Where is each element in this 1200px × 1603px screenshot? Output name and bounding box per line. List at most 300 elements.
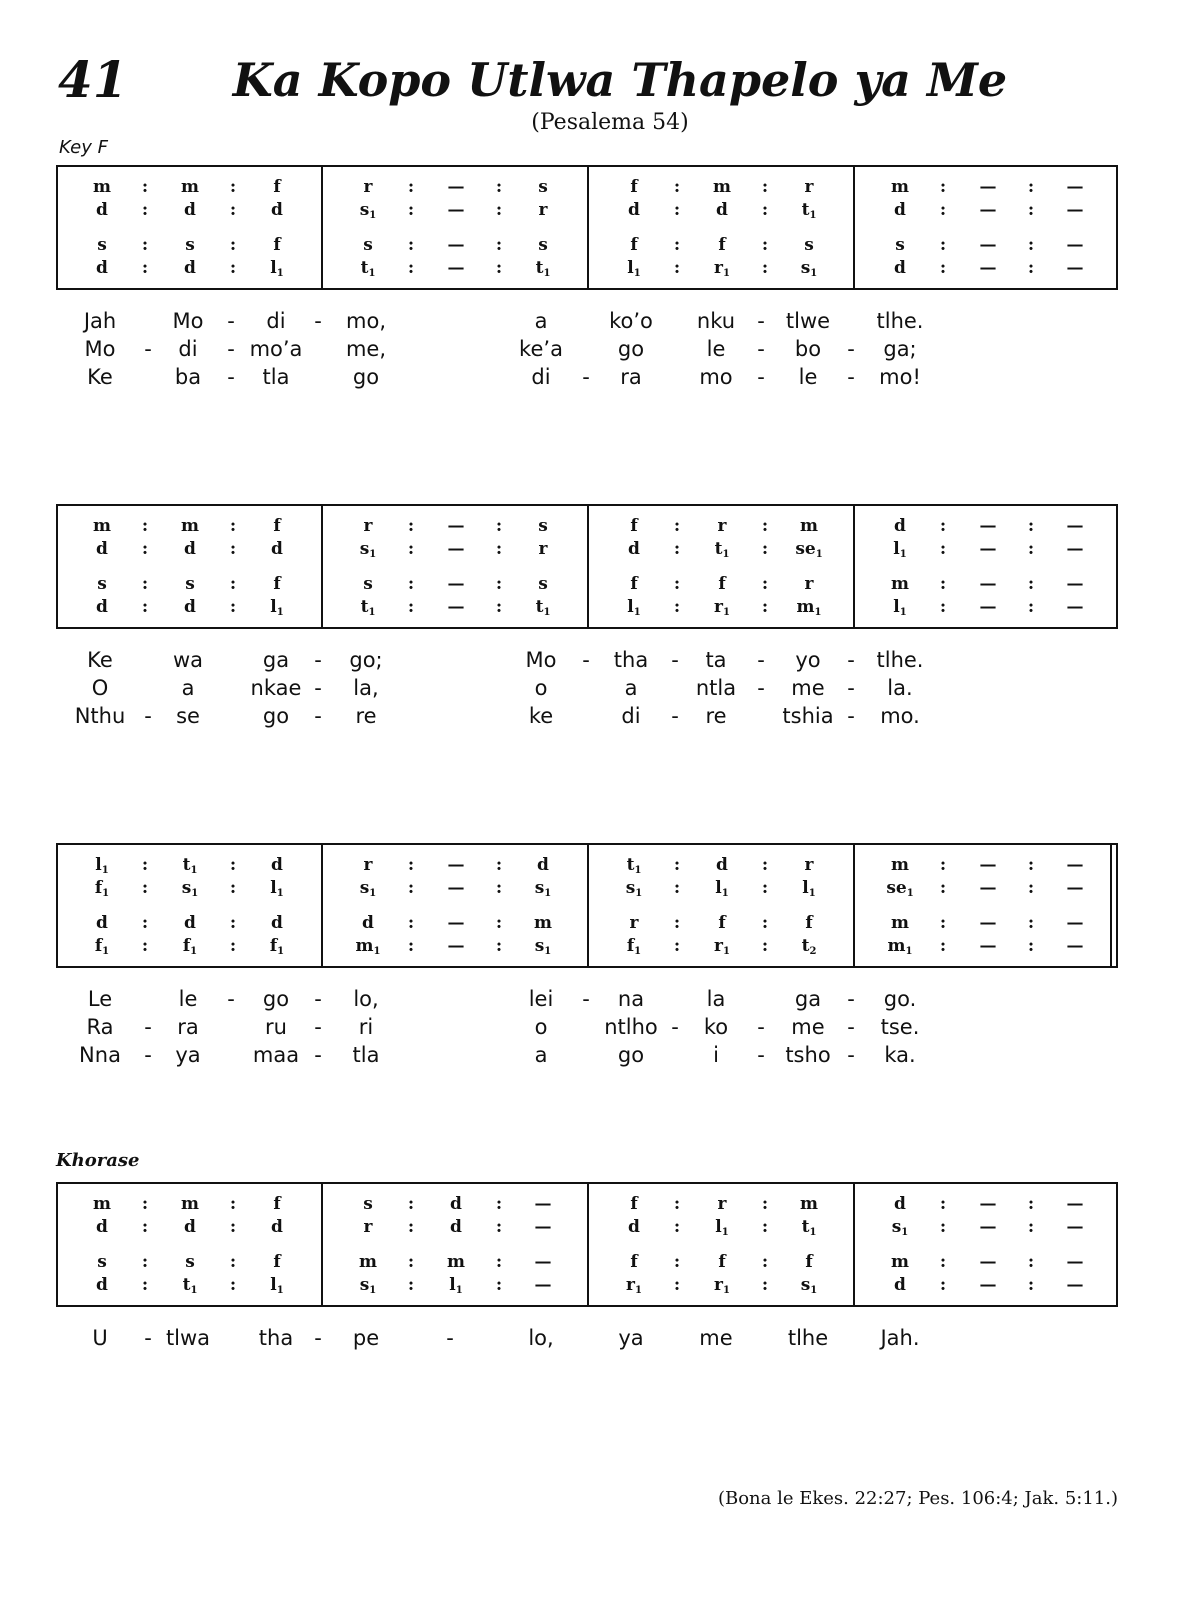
lyric-syllable: tlhe. xyxy=(876,648,924,672)
hold-dash: — xyxy=(447,574,465,594)
beat-separator: : xyxy=(939,516,947,536)
hold-dash: — xyxy=(447,597,465,617)
solfa-note: m xyxy=(181,1194,199,1214)
lyric-syllable: o xyxy=(534,1015,548,1039)
syllable-hyphen: - xyxy=(144,1015,152,1039)
beat-separator: : xyxy=(141,855,149,875)
syllable-hyphen: - xyxy=(847,676,855,700)
lyric-syllable: tlhe. xyxy=(876,309,924,333)
lyric-syllable: go xyxy=(617,1043,645,1067)
hold-dash: — xyxy=(1066,1252,1084,1272)
solfa-note: d xyxy=(96,1217,108,1237)
syllable-hyphen: - xyxy=(227,987,235,1011)
solfa-note: $l_1$ xyxy=(893,539,907,560)
lyric-syllable: lo, xyxy=(528,1326,554,1350)
beat-separator: : xyxy=(939,258,947,278)
solfa-note: $s_1$ xyxy=(359,878,377,899)
beat-separator: : xyxy=(495,913,503,933)
solfa-note: f xyxy=(273,516,281,536)
lyric-syllable: ta xyxy=(705,648,727,672)
beat-separator: : xyxy=(761,913,769,933)
hold-dash: — xyxy=(1066,855,1084,875)
syllable-hyphen: - xyxy=(144,1043,152,1067)
solfa-note: r xyxy=(804,177,814,197)
barline xyxy=(587,1184,589,1305)
beat-separator: : xyxy=(673,1194,681,1214)
beat-separator: : xyxy=(1027,258,1035,278)
beat-separator: : xyxy=(495,574,503,594)
beat-separator: : xyxy=(761,574,769,594)
beat-separator: : xyxy=(761,539,769,559)
solfa-note: f xyxy=(273,1194,281,1214)
barline xyxy=(321,845,323,966)
solfa-note: r xyxy=(363,177,373,197)
hold-dash: — xyxy=(979,574,997,594)
lyric-syllable: ga xyxy=(262,648,290,672)
lyric-syllable: re xyxy=(355,704,377,728)
beat-separator: : xyxy=(673,177,681,197)
lyric-syllable: a xyxy=(534,1043,548,1067)
final-barline xyxy=(1110,845,1112,966)
lyric-syllable: ya xyxy=(175,1043,201,1067)
beat-separator: : xyxy=(761,516,769,536)
beat-separator: : xyxy=(407,235,415,255)
solfa-note: r xyxy=(717,516,727,536)
lyric-syllable: tla xyxy=(352,1043,380,1067)
solfa-note: r xyxy=(363,855,373,875)
syllable-hyphen: - xyxy=(144,704,152,728)
solfa-note: $s_1$ xyxy=(534,878,552,899)
solfa-note: m xyxy=(93,1194,111,1214)
beat-separator: : xyxy=(939,597,947,617)
hold-dash: — xyxy=(1066,1275,1084,1295)
solfa-note: $s_1$ xyxy=(891,1217,909,1238)
beat-separator: : xyxy=(141,177,149,197)
syllable-hyphen: - xyxy=(847,704,855,728)
lyric-syllable: O xyxy=(91,676,109,700)
syllable-hyphen: - xyxy=(446,1326,454,1350)
solfa-note: f xyxy=(718,913,726,933)
solfa-note: s xyxy=(363,1194,373,1214)
hold-dash: — xyxy=(979,258,997,278)
solfa-note: $m_1$ xyxy=(796,597,822,618)
hold-dash: — xyxy=(979,855,997,875)
syllable-hyphen: - xyxy=(757,676,765,700)
hold-dash: — xyxy=(534,1194,552,1214)
lyric-syllable: di xyxy=(178,337,198,361)
solfa-note: d xyxy=(271,1217,283,1237)
syllable-hyphen: - xyxy=(847,1043,855,1067)
lyric-syllable: Ke xyxy=(87,648,113,672)
syllable-hyphen: - xyxy=(314,1043,322,1067)
beat-separator: : xyxy=(939,200,947,220)
solfa-note: $l_1$ xyxy=(627,258,641,279)
beat-separator: : xyxy=(229,1217,237,1237)
solfa-note: d xyxy=(271,913,283,933)
beat-separator: : xyxy=(1027,855,1035,875)
beat-separator: : xyxy=(1027,936,1035,956)
beat-separator: : xyxy=(1027,1252,1035,1272)
beat-separator: : xyxy=(407,539,415,559)
beat-separator: : xyxy=(141,574,149,594)
beat-separator: : xyxy=(939,235,947,255)
solfa-note: $f_1$ xyxy=(94,936,110,957)
lyric-syllable: a xyxy=(181,676,195,700)
lyric-syllable: mo! xyxy=(879,365,921,389)
solfa-note: $s_1$ xyxy=(181,878,199,899)
solfa-note: d xyxy=(96,913,108,933)
solfa-note: m xyxy=(181,177,199,197)
solfa-note: d xyxy=(184,258,196,278)
hold-dash: — xyxy=(979,597,997,617)
solfa-note: s xyxy=(97,1252,107,1272)
beat-separator: : xyxy=(407,1217,415,1237)
solfa-note: $se_1$ xyxy=(795,539,823,560)
beat-separator: : xyxy=(1027,177,1035,197)
solfa-note: $r_1$ xyxy=(626,1275,642,1296)
hold-dash: — xyxy=(979,1217,997,1237)
beat-separator: : xyxy=(495,258,503,278)
lyric-syllable: ya xyxy=(618,1326,644,1350)
lyric-syllable: Nthu xyxy=(74,704,126,728)
hold-dash: — xyxy=(1066,597,1084,617)
solfa-note: $l_1$ xyxy=(270,878,284,899)
hold-dash: — xyxy=(979,936,997,956)
beat-separator: : xyxy=(407,1275,415,1295)
syllable-hyphen: - xyxy=(847,337,855,361)
solfa-note: f xyxy=(273,177,281,197)
lyric-syllable: tha xyxy=(613,648,649,672)
lyric-syllable: Mo xyxy=(84,337,116,361)
beat-separator: : xyxy=(141,235,149,255)
lyric-syllable: Mo xyxy=(525,648,557,672)
hymn-subtitle: (Pesalema 54) xyxy=(531,110,689,135)
solfa-note: $f_1$ xyxy=(94,878,110,899)
beat-separator: : xyxy=(939,1217,947,1237)
barline xyxy=(587,506,589,627)
solfa-note: $t_1$ xyxy=(535,258,551,279)
lyric-syllable: Le xyxy=(87,987,113,1011)
solfa-note: $l_1$ xyxy=(715,1217,729,1238)
hold-dash: — xyxy=(447,235,465,255)
beat-separator: : xyxy=(495,539,503,559)
beat-separator: : xyxy=(939,539,947,559)
beat-separator: : xyxy=(141,597,149,617)
beat-separator: : xyxy=(673,258,681,278)
lyric-syllable: go xyxy=(617,337,645,361)
lyric-syllable: di xyxy=(266,309,286,333)
beat-separator: : xyxy=(1027,516,1035,536)
lyric-syllable: le xyxy=(798,365,818,389)
beat-separator: : xyxy=(407,878,415,898)
solfa-note: $s_1$ xyxy=(800,258,818,279)
beat-separator: : xyxy=(673,200,681,220)
solfa-note: f xyxy=(630,1252,638,1272)
beat-separator: : xyxy=(495,1252,503,1272)
beat-separator: : xyxy=(495,1217,503,1237)
solfa-note: $l_1$ xyxy=(449,1275,463,1296)
solfa-note: $t_1$ xyxy=(714,539,730,560)
lyric-syllable: U xyxy=(92,1326,108,1350)
syllable-hyphen: - xyxy=(582,648,590,672)
solfa-note: $f_1$ xyxy=(626,936,642,957)
lyric-syllable: ntlho xyxy=(604,1015,658,1039)
solfa-note: m xyxy=(891,913,909,933)
solfa-note: r xyxy=(804,574,814,594)
staff-system-2 xyxy=(56,504,1118,629)
solfa-note: f xyxy=(718,1252,726,1272)
beat-separator: : xyxy=(495,1275,503,1295)
syllable-hyphen: - xyxy=(314,676,322,700)
syllable-hyphen: - xyxy=(582,987,590,1011)
beat-separator: : xyxy=(141,200,149,220)
beat-separator: : xyxy=(407,177,415,197)
beat-separator: : xyxy=(141,878,149,898)
beat-separator: : xyxy=(495,878,503,898)
beat-separator: : xyxy=(407,516,415,536)
syllable-hyphen: - xyxy=(227,309,235,333)
lyric-syllable: bo xyxy=(794,337,822,361)
syllable-hyphen: - xyxy=(144,337,152,361)
key-signature: Key F xyxy=(59,137,108,158)
beat-separator: : xyxy=(761,936,769,956)
solfa-note: f xyxy=(805,913,813,933)
solfa-note: r xyxy=(538,539,548,559)
hold-dash: — xyxy=(447,539,465,559)
solfa-note: d xyxy=(450,1217,462,1237)
barline xyxy=(587,167,589,288)
beat-separator: : xyxy=(407,936,415,956)
beat-separator: : xyxy=(761,878,769,898)
hold-dash: — xyxy=(1066,177,1084,197)
lyric-syllable: re xyxy=(705,704,727,728)
beat-separator: : xyxy=(229,878,237,898)
beat-separator: : xyxy=(407,913,415,933)
lyric-syllable: go. xyxy=(883,987,917,1011)
solfa-note: r xyxy=(804,855,814,875)
solfa-note: $t_1$ xyxy=(626,855,642,876)
lyric-syllable: i xyxy=(713,1043,719,1067)
beat-separator: : xyxy=(229,235,237,255)
solfa-note: $f_1$ xyxy=(269,936,285,957)
hold-dash: — xyxy=(979,1194,997,1214)
hold-dash: — xyxy=(979,1275,997,1295)
beat-separator: : xyxy=(495,1194,503,1214)
beat-separator: : xyxy=(229,539,237,559)
solfa-note: s xyxy=(185,574,195,594)
lyric-syllable: tha xyxy=(258,1326,294,1350)
lyric-syllable: ga; xyxy=(883,337,917,361)
hold-dash: — xyxy=(447,936,465,956)
syllable-hyphen: - xyxy=(314,1326,322,1350)
solfa-note: m xyxy=(800,516,818,536)
solfa-note: d xyxy=(450,1194,462,1214)
solfa-note: r xyxy=(538,200,548,220)
solfa-note: d xyxy=(184,200,196,220)
solfa-note: s xyxy=(804,235,814,255)
solfa-note: d xyxy=(271,855,283,875)
beat-separator: : xyxy=(495,200,503,220)
beat-separator: : xyxy=(229,1252,237,1272)
chorus-label: Khorase xyxy=(56,1150,140,1171)
solfa-note: f xyxy=(805,1252,813,1272)
beat-separator: : xyxy=(141,1252,149,1272)
lyric-syllable: ko xyxy=(703,1015,729,1039)
solfa-note: $l_1$ xyxy=(715,878,729,899)
lyric-syllable: ntla xyxy=(695,676,737,700)
staff-system-4 xyxy=(56,1182,1118,1307)
solfa-note: f xyxy=(630,516,638,536)
scripture-reference: (Bona le Ekes. 22:27; Pes. 106:4; Jak. 5:11.) xyxy=(717,1488,1118,1509)
beat-separator: : xyxy=(229,200,237,220)
lyric-syllable: lei xyxy=(528,987,554,1011)
hold-dash: — xyxy=(1066,258,1084,278)
solfa-note: $s_1$ xyxy=(359,200,377,221)
lyric-syllable: a xyxy=(624,676,638,700)
syllable-hyphen: - xyxy=(757,365,765,389)
hymn-number: 41 xyxy=(58,50,128,109)
solfa-note: r xyxy=(717,1194,727,1214)
beat-separator: : xyxy=(673,516,681,536)
syllable-hyphen: - xyxy=(757,309,765,333)
lyric-syllable: pe xyxy=(352,1326,380,1350)
hold-dash: — xyxy=(1066,878,1084,898)
lyric-syllable: Mo xyxy=(172,309,204,333)
lyric-syllable: ra xyxy=(620,365,642,389)
beat-separator: : xyxy=(407,574,415,594)
lyric-syllable: se xyxy=(176,704,200,728)
solfa-note: $t_1$ xyxy=(801,200,817,221)
beat-separator: : xyxy=(761,258,769,278)
beat-separator: : xyxy=(761,1275,769,1295)
syllable-hyphen: - xyxy=(757,337,765,361)
syllable-hyphen: - xyxy=(671,1015,679,1039)
solfa-note: d xyxy=(96,1275,108,1295)
hold-dash: — xyxy=(447,913,465,933)
beat-separator: : xyxy=(141,1194,149,1214)
syllable-hyphen: - xyxy=(582,365,590,389)
beat-separator: : xyxy=(1027,1217,1035,1237)
barline xyxy=(587,845,589,966)
hold-dash: — xyxy=(447,200,465,220)
solfa-note: s xyxy=(363,235,373,255)
beat-separator: : xyxy=(939,936,947,956)
syllable-hyphen: - xyxy=(847,648,855,672)
lyric-syllable: me xyxy=(791,676,825,700)
solfa-note: f xyxy=(630,1194,638,1214)
beat-separator: : xyxy=(407,258,415,278)
solfa-note: f xyxy=(630,574,638,594)
lyric-syllable: la. xyxy=(887,676,913,700)
beat-separator: : xyxy=(229,1194,237,1214)
solfa-note: $se_1$ xyxy=(886,878,914,899)
solfa-note: m xyxy=(93,516,111,536)
barline xyxy=(321,506,323,627)
solfa-note: s xyxy=(363,574,373,594)
solfa-note: $t_1$ xyxy=(182,1275,198,1296)
lyric-syllable: na xyxy=(617,987,645,1011)
solfa-note: r xyxy=(363,1217,373,1237)
solfa-note: $l_1$ xyxy=(802,878,816,899)
beat-separator: : xyxy=(141,936,149,956)
lyric-syllable: me, xyxy=(345,337,387,361)
syllable-hyphen: - xyxy=(757,1043,765,1067)
lyric-syllable: tsho xyxy=(785,1043,831,1067)
solfa-note: $t_1$ xyxy=(360,258,376,279)
lyric-syllable: le xyxy=(178,987,198,1011)
lyric-syllable: go xyxy=(262,704,290,728)
solfa-note: $t_1$ xyxy=(360,597,376,618)
solfa-note: d xyxy=(716,855,728,875)
solfa-note: f xyxy=(273,235,281,255)
lyric-syllable: wa xyxy=(172,648,204,672)
lyric-syllable: di xyxy=(531,365,551,389)
hold-dash: — xyxy=(1066,200,1084,220)
beat-separator: : xyxy=(229,516,237,536)
solfa-note: $m_1$ xyxy=(355,936,381,957)
lyric-syllable: di xyxy=(621,704,641,728)
beat-separator: : xyxy=(1027,235,1035,255)
lyric-syllable: ko’o xyxy=(609,309,653,333)
beat-separator: : xyxy=(939,177,947,197)
solfa-note: d xyxy=(96,258,108,278)
solfa-note: $m_1$ xyxy=(887,936,913,957)
lyric-syllable: ka. xyxy=(884,1043,916,1067)
solfa-note: d xyxy=(271,539,283,559)
beat-separator: : xyxy=(761,235,769,255)
hold-dash: — xyxy=(979,200,997,220)
solfa-note: m xyxy=(891,177,909,197)
solfa-note: f xyxy=(273,574,281,594)
beat-separator: : xyxy=(1027,539,1035,559)
beat-separator: : xyxy=(673,539,681,559)
solfa-note: r xyxy=(629,913,639,933)
beat-separator: : xyxy=(407,597,415,617)
syllable-hyphen: - xyxy=(847,365,855,389)
barline xyxy=(853,845,855,966)
beat-separator: : xyxy=(1027,878,1035,898)
solfa-note: s xyxy=(185,1252,195,1272)
lyric-syllable: nkae xyxy=(250,676,302,700)
hold-dash: — xyxy=(979,516,997,536)
solfa-note: $r_1$ xyxy=(714,936,730,957)
solfa-note: d xyxy=(96,597,108,617)
syllable-hyphen: - xyxy=(314,704,322,728)
beat-separator: : xyxy=(761,1252,769,1272)
hold-dash: — xyxy=(1066,539,1084,559)
solfa-note: $t_2$ xyxy=(801,936,817,957)
syllable-hyphen: - xyxy=(847,987,855,1011)
lyric-syllable: mo xyxy=(699,365,733,389)
solfa-note: m xyxy=(534,913,552,933)
beat-separator: : xyxy=(229,574,237,594)
hold-dash: — xyxy=(1066,1194,1084,1214)
barline xyxy=(853,167,855,288)
lyric-syllable: ra xyxy=(177,1015,199,1039)
beat-separator: : xyxy=(229,177,237,197)
beat-separator: : xyxy=(495,177,503,197)
hold-dash: — xyxy=(979,539,997,559)
solfa-note: $s_1$ xyxy=(800,1275,818,1296)
solfa-note: d xyxy=(628,539,640,559)
staff-system-1 xyxy=(56,165,1118,290)
beat-separator: : xyxy=(939,1252,947,1272)
lyric-syllable: yo xyxy=(795,648,821,672)
lyric-syllable: ru xyxy=(265,1015,287,1039)
beat-separator: : xyxy=(1027,597,1035,617)
lyric-syllable: Jah xyxy=(83,309,117,333)
lyric-syllable: go; xyxy=(349,648,383,672)
